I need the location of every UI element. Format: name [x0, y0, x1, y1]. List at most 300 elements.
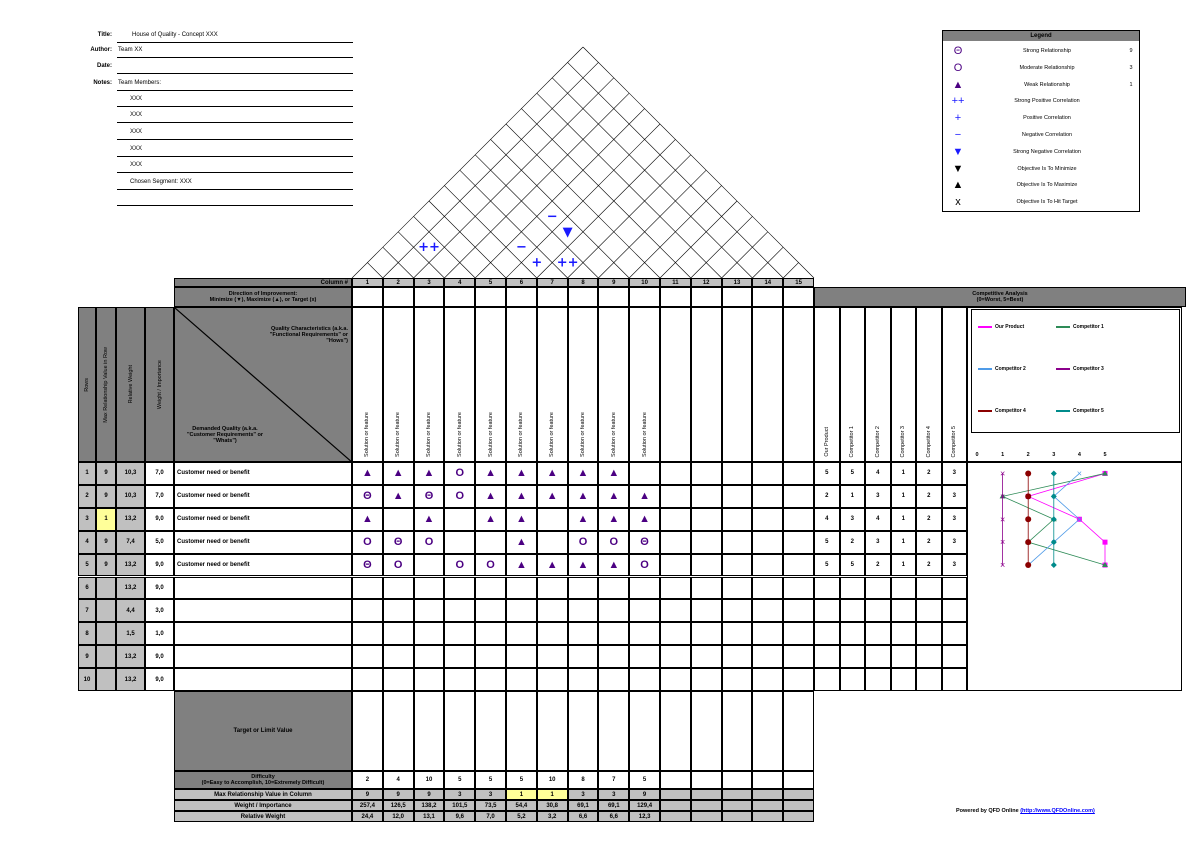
roof-correlation-mark[interactable]: +	[531, 255, 543, 271]
relationship-cell[interactable]	[352, 645, 383, 668]
competitor-score[interactable]: 2	[916, 485, 942, 508]
competitor-score[interactable]	[942, 645, 968, 668]
quality-characteristic[interactable]	[537, 307, 568, 462]
moderate-relationship-icon[interactable]: O	[568, 531, 599, 554]
weak-relationship-icon[interactable]: ▲	[383, 485, 414, 508]
relationship-cell[interactable]	[598, 668, 629, 691]
author-value[interactable]: Team XX	[118, 47, 143, 53]
relationship-cell[interactable]	[752, 645, 783, 668]
demanded-quality-item[interactable]: Customer need or benefit	[174, 531, 352, 554]
relationship-cell[interactable]	[752, 531, 783, 554]
relationship-cell[interactable]	[783, 462, 814, 485]
relationship-cell[interactable]	[783, 485, 814, 508]
member-5[interactable]: XXX	[130, 162, 143, 168]
weak-relationship-icon[interactable]: ▲	[475, 462, 506, 485]
notes-value[interactable]: Team Members:	[118, 80, 162, 86]
target-limit-cell[interactable]	[752, 691, 783, 771]
quality-characteristic[interactable]	[629, 307, 660, 462]
quality-characteristic[interactable]	[414, 307, 445, 462]
direction-cell[interactable]	[660, 287, 691, 307]
quality-characteristic[interactable]	[722, 307, 753, 462]
relationship-cell[interactable]	[691, 622, 722, 645]
competitor-score[interactable]	[916, 577, 942, 600]
relationship-cell[interactable]	[660, 622, 691, 645]
relationship-cell[interactable]	[629, 462, 660, 485]
target-limit-cell[interactable]	[691, 691, 722, 771]
row-weight[interactable]: 3,0	[145, 599, 174, 622]
target-limit-cell[interactable]	[568, 691, 599, 771]
demanded-quality-item[interactable]: Customer need or benefit	[174, 508, 352, 531]
relationship-cell[interactable]	[691, 645, 722, 668]
quality-characteristic[interactable]	[383, 307, 414, 462]
relationship-cell[interactable]	[691, 577, 722, 600]
relationship-cell[interactable]	[722, 622, 753, 645]
relationship-cell[interactable]	[444, 531, 475, 554]
weak-relationship-icon[interactable]: ▲	[537, 554, 568, 577]
quality-characteristic[interactable]	[444, 307, 475, 462]
competitor-score[interactable]: 3	[942, 554, 968, 577]
relationship-cell[interactable]	[475, 599, 506, 622]
competitor-score[interactable]: 3	[865, 485, 891, 508]
quality-characteristic[interactable]	[691, 307, 722, 462]
relationship-cell[interactable]	[414, 645, 445, 668]
target-limit-cell[interactable]	[660, 691, 691, 771]
relationship-cell[interactable]	[752, 668, 783, 691]
competitor-score[interactable]	[865, 599, 891, 622]
difficulty-cell[interactable]: 7	[598, 771, 629, 789]
relationship-cell[interactable]	[722, 577, 753, 600]
row-weight[interactable]: 7,0	[145, 462, 174, 485]
relationship-cell[interactable]	[629, 599, 660, 622]
difficulty-cell[interactable]	[660, 771, 691, 789]
feature-label[interactable]: Solution or feature	[425, 412, 432, 457]
relationship-cell[interactable]	[537, 599, 568, 622]
competitor-score[interactable]: 5	[814, 554, 840, 577]
direction-cell[interactable]	[352, 287, 383, 307]
competitor-score[interactable]	[840, 645, 866, 668]
competitor-score[interactable]	[865, 577, 891, 600]
relationship-cell[interactable]	[383, 577, 414, 600]
target-limit-cell[interactable]	[537, 691, 568, 771]
relationship-cell[interactable]	[414, 577, 445, 600]
competitor-score[interactable]: 3	[942, 462, 968, 485]
relationship-cell[interactable]	[352, 577, 383, 600]
difficulty-cell[interactable]: 10	[414, 771, 445, 789]
relationship-cell[interactable]	[506, 599, 537, 622]
relationship-cell[interactable]	[444, 622, 475, 645]
relationship-cell[interactable]	[691, 668, 722, 691]
relationship-cell[interactable]	[568, 599, 599, 622]
direction-cell[interactable]	[383, 287, 414, 307]
relationship-cell[interactable]	[722, 599, 753, 622]
demanded-quality-item[interactable]	[174, 645, 352, 668]
relationship-cell[interactable]	[537, 668, 568, 691]
relationship-cell[interactable]	[722, 462, 753, 485]
target-limit-cell[interactable]	[444, 691, 475, 771]
weak-relationship-icon[interactable]: ▲	[568, 508, 599, 531]
row-weight[interactable]: 9,0	[145, 668, 174, 691]
competitor-score[interactable]: 2	[840, 531, 866, 554]
relationship-cell[interactable]	[568, 645, 599, 668]
member-3[interactable]: XXX	[130, 129, 143, 135]
feature-label[interactable]: Solution or feature	[395, 412, 402, 457]
weak-relationship-icon[interactable]: ▲	[506, 508, 537, 531]
direction-cell[interactable]	[783, 287, 814, 307]
demanded-quality-item[interactable]	[174, 622, 352, 645]
competitor-score[interactable]	[891, 668, 917, 691]
competitor-score[interactable]: 3	[865, 531, 891, 554]
relationship-cell[interactable]	[783, 531, 814, 554]
weak-relationship-icon[interactable]: ▲	[598, 508, 629, 531]
roof-correlation-mark[interactable]: ++	[418, 240, 440, 256]
relationship-cell[interactable]	[691, 531, 722, 554]
relationship-cell[interactable]	[444, 508, 475, 531]
relationship-cell[interactable]	[722, 485, 753, 508]
relationship-cell[interactable]	[352, 622, 383, 645]
relationship-cell[interactable]	[383, 622, 414, 645]
relationship-cell[interactable]	[660, 531, 691, 554]
chosen-segment[interactable]: Chosen Segment: XXX	[130, 179, 192, 185]
direction-cell[interactable]	[506, 287, 537, 307]
target-limit-cell[interactable]	[475, 691, 506, 771]
relationship-cell[interactable]	[444, 599, 475, 622]
demanded-quality-item[interactable]: Customer need or benefit	[174, 485, 352, 508]
target-limit-cell[interactable]	[383, 691, 414, 771]
member-4[interactable]: XXX	[130, 146, 143, 152]
relationship-cell[interactable]	[537, 577, 568, 600]
relationship-cell[interactable]	[598, 577, 629, 600]
competitor-score[interactable]	[942, 577, 968, 600]
competitor-score[interactable]	[891, 622, 917, 645]
direction-cell[interactable]	[629, 287, 660, 307]
moderate-relationship-icon[interactable]: O	[444, 462, 475, 485]
weak-relationship-icon[interactable]: ▲	[352, 508, 383, 531]
competitor-score[interactable]	[916, 645, 942, 668]
competitor-score[interactable]	[891, 645, 917, 668]
competitor-score[interactable]	[865, 622, 891, 645]
weak-relationship-icon[interactable]: ▲	[568, 485, 599, 508]
feature-label[interactable]: Solution or feature	[610, 412, 617, 457]
weak-relationship-icon[interactable]: ▲	[598, 485, 629, 508]
weak-relationship-icon[interactable]: ▲	[506, 554, 537, 577]
direction-cell[interactable]	[752, 287, 783, 307]
quality-characteristic[interactable]	[752, 307, 783, 462]
strong-relationship-icon[interactable]: Θ	[352, 485, 383, 508]
competitor-score[interactable]: 4	[814, 508, 840, 531]
relationship-cell[interactable]	[783, 668, 814, 691]
competitor-score[interactable]: 3	[942, 485, 968, 508]
weak-relationship-icon[interactable]: ▲	[568, 462, 599, 485]
competitor-score[interactable]	[942, 668, 968, 691]
relationship-cell[interactable]	[475, 531, 506, 554]
competitor-score[interactable]: 2	[814, 485, 840, 508]
weak-relationship-icon[interactable]: ▲	[414, 462, 445, 485]
roof-correlation-mark[interactable]: −	[515, 240, 527, 256]
demanded-quality-item[interactable]	[174, 599, 352, 622]
member-2[interactable]: XXX	[130, 112, 143, 118]
relationship-cell[interactable]	[506, 668, 537, 691]
relationship-cell[interactable]	[691, 508, 722, 531]
moderate-relationship-icon[interactable]: O	[475, 554, 506, 577]
relationship-cell[interactable]	[752, 577, 783, 600]
moderate-relationship-icon[interactable]: O	[444, 554, 475, 577]
competitor-score[interactable]	[814, 599, 840, 622]
feature-label[interactable]: Solution or feature	[641, 412, 648, 457]
difficulty-cell[interactable]: 8	[568, 771, 599, 789]
direction-cell[interactable]	[475, 287, 506, 307]
competitor-score[interactable]: 1	[891, 554, 917, 577]
weak-relationship-icon[interactable]: ▲	[568, 554, 599, 577]
competitor-score[interactable]	[916, 599, 942, 622]
competitor-score[interactable]	[865, 645, 891, 668]
relationship-cell[interactable]	[722, 531, 753, 554]
competitor-score[interactable]: 3	[942, 531, 968, 554]
weak-relationship-icon[interactable]: ▲	[629, 485, 660, 508]
target-limit-cell[interactable]	[783, 691, 814, 771]
competitor-score[interactable]	[840, 668, 866, 691]
relationship-cell[interactable]	[444, 668, 475, 691]
direction-cell[interactable]	[568, 287, 599, 307]
weak-relationship-icon[interactable]: ▲	[506, 485, 537, 508]
strong-relationship-icon[interactable]: Θ	[352, 554, 383, 577]
competitor-score[interactable]: 2	[916, 508, 942, 531]
qfd-link[interactable]: (http://www.QFDOnline.com)	[1020, 808, 1095, 814]
relationship-cell[interactable]	[752, 599, 783, 622]
feature-label[interactable]: Solution or feature	[456, 412, 463, 457]
relationship-cell[interactable]	[383, 599, 414, 622]
moderate-relationship-icon[interactable]: O	[629, 554, 660, 577]
feature-label[interactable]: Solution or feature	[487, 412, 494, 457]
relationship-cell[interactable]	[475, 622, 506, 645]
demanded-quality-item[interactable]: Customer need or benefit	[174, 462, 352, 485]
relationship-cell[interactable]	[414, 622, 445, 645]
relationship-cell[interactable]	[537, 531, 568, 554]
competitor-score[interactable]	[891, 599, 917, 622]
moderate-relationship-icon[interactable]: O	[444, 485, 475, 508]
difficulty-cell[interactable]: 2	[352, 771, 383, 789]
relationship-cell[interactable]	[414, 554, 445, 577]
target-limit-cell[interactable]	[352, 691, 383, 771]
roof-correlation-mark[interactable]: ▼	[562, 224, 573, 240]
weak-relationship-icon[interactable]: ▲	[475, 508, 506, 531]
competitor-score[interactable]: 1	[891, 531, 917, 554]
relationship-cell[interactable]	[629, 645, 660, 668]
row-weight[interactable]: 9,0	[145, 577, 174, 600]
relationship-cell[interactable]	[752, 622, 783, 645]
direction-cell[interactable]	[444, 287, 475, 307]
strong-relationship-icon[interactable]: Θ	[383, 531, 414, 554]
relationship-cell[interactable]	[691, 599, 722, 622]
feature-label[interactable]: Solution or feature	[364, 412, 371, 457]
competitor-score[interactable]: 5	[840, 462, 866, 485]
competitor-score[interactable]	[942, 622, 968, 645]
competitor-score[interactable]: 1	[840, 485, 866, 508]
competitor-score[interactable]: 4	[865, 462, 891, 485]
relationship-cell[interactable]	[383, 645, 414, 668]
relationship-cell[interactable]	[537, 622, 568, 645]
relationship-cell[interactable]	[383, 668, 414, 691]
direction-cell[interactable]	[537, 287, 568, 307]
relationship-cell[interactable]	[444, 577, 475, 600]
direction-cell[interactable]	[598, 287, 629, 307]
relationship-cell[interactable]	[568, 577, 599, 600]
moderate-relationship-icon[interactable]: O	[383, 554, 414, 577]
strong-relationship-icon[interactable]: Θ	[414, 485, 445, 508]
competitor-score[interactable]: 5	[814, 462, 840, 485]
competitor-score[interactable]: 1	[891, 462, 917, 485]
relationship-cell[interactable]	[691, 554, 722, 577]
relationship-cell[interactable]	[660, 554, 691, 577]
competitor-score[interactable]	[840, 599, 866, 622]
relationship-cell[interactable]	[475, 668, 506, 691]
row-weight[interactable]: 5,0	[145, 531, 174, 554]
relationship-cell[interactable]	[783, 508, 814, 531]
moderate-relationship-icon[interactable]: O	[598, 531, 629, 554]
moderate-relationship-icon[interactable]: O	[352, 531, 383, 554]
relationship-cell[interactable]	[660, 508, 691, 531]
competitor-score[interactable]	[814, 622, 840, 645]
competitor-score[interactable]	[814, 645, 840, 668]
relationship-cell[interactable]	[537, 645, 568, 668]
demanded-quality-item[interactable]	[174, 577, 352, 600]
relationship-cell[interactable]	[444, 645, 475, 668]
competitor-score[interactable]: 4	[865, 508, 891, 531]
relationship-cell[interactable]	[352, 668, 383, 691]
relationship-cell[interactable]	[414, 599, 445, 622]
competitor-score[interactable]: 2	[865, 554, 891, 577]
relationship-cell[interactable]	[752, 554, 783, 577]
relationship-cell[interactable]	[660, 668, 691, 691]
quality-characteristic[interactable]	[352, 307, 383, 462]
relationship-cell[interactable]	[691, 485, 722, 508]
competitor-score[interactable]	[865, 668, 891, 691]
feature-label[interactable]: Solution or feature	[579, 412, 586, 457]
relationship-cell[interactable]	[537, 508, 568, 531]
relationship-cell[interactable]	[660, 485, 691, 508]
relationship-cell[interactable]	[383, 508, 414, 531]
competitor-score[interactable]: 3	[840, 508, 866, 531]
relationship-cell[interactable]	[752, 485, 783, 508]
quality-characteristic[interactable]	[783, 307, 814, 462]
relationship-cell[interactable]	[660, 462, 691, 485]
roof-correlation-mark[interactable]: ++	[556, 255, 579, 271]
relationship-cell[interactable]	[506, 577, 537, 600]
competitor-score[interactable]	[814, 668, 840, 691]
relationship-cell[interactable]	[752, 508, 783, 531]
difficulty-cell[interactable]	[783, 771, 814, 789]
relationship-cell[interactable]	[598, 622, 629, 645]
relationship-cell[interactable]	[691, 462, 722, 485]
demanded-quality-item[interactable]: Customer need or benefit	[174, 554, 352, 577]
direction-cell[interactable]	[722, 287, 753, 307]
relationship-cell[interactable]	[568, 668, 599, 691]
relationship-cell[interactable]	[752, 462, 783, 485]
relationship-cell[interactable]	[352, 599, 383, 622]
row-weight[interactable]: 9,0	[145, 508, 174, 531]
competitor-score[interactable]	[916, 668, 942, 691]
relationship-cell[interactable]	[629, 668, 660, 691]
relationship-cell[interactable]	[722, 645, 753, 668]
competitor-score[interactable]	[840, 622, 866, 645]
relationship-cell[interactable]	[629, 577, 660, 600]
competitor-score[interactable]	[916, 622, 942, 645]
direction-cell[interactable]	[414, 287, 445, 307]
difficulty-cell[interactable]	[752, 771, 783, 789]
quality-characteristic[interactable]	[475, 307, 506, 462]
weak-relationship-icon[interactable]: ▲	[629, 508, 660, 531]
competitor-score[interactable]: 1	[891, 508, 917, 531]
quality-characteristic[interactable]	[598, 307, 629, 462]
demanded-quality-item[interactable]	[174, 668, 352, 691]
feature-label[interactable]: Solution or feature	[518, 412, 525, 457]
competitor-score[interactable]: 5	[840, 554, 866, 577]
relationship-cell[interactable]	[475, 577, 506, 600]
competitor-score[interactable]	[840, 577, 866, 600]
relationship-cell[interactable]	[783, 599, 814, 622]
relationship-cell[interactable]	[722, 508, 753, 531]
competitor-score[interactable]: 1	[891, 485, 917, 508]
strong-relationship-icon[interactable]: Θ	[629, 531, 660, 554]
target-limit-cell[interactable]	[722, 691, 753, 771]
difficulty-cell[interactable]: 4	[383, 771, 414, 789]
weak-relationship-icon[interactable]: ▲	[414, 508, 445, 531]
relationship-cell[interactable]	[506, 645, 537, 668]
row-weight[interactable]: 9,0	[145, 645, 174, 668]
competitor-score[interactable]	[891, 577, 917, 600]
competitor-score[interactable]: 2	[916, 531, 942, 554]
quality-characteristic[interactable]	[660, 307, 691, 462]
competitor-score[interactable]	[942, 599, 968, 622]
difficulty-cell[interactable]	[691, 771, 722, 789]
difficulty-cell[interactable]: 5	[444, 771, 475, 789]
difficulty-cell[interactable]: 5	[506, 771, 537, 789]
relationship-cell[interactable]	[660, 599, 691, 622]
relationship-cell[interactable]	[598, 599, 629, 622]
quality-characteristic[interactable]	[568, 307, 599, 462]
row-weight[interactable]: 1,0	[145, 622, 174, 645]
relationship-cell[interactable]	[568, 622, 599, 645]
relationship-cell[interactable]	[783, 622, 814, 645]
direction-cell[interactable]	[691, 287, 722, 307]
weak-relationship-icon[interactable]: ▲	[383, 462, 414, 485]
weak-relationship-icon[interactable]: ▲	[598, 462, 629, 485]
relationship-cell[interactable]	[598, 645, 629, 668]
target-limit-cell[interactable]	[598, 691, 629, 771]
feature-label[interactable]: Solution or feature	[549, 412, 556, 457]
relationship-cell[interactable]	[722, 554, 753, 577]
weak-relationship-icon[interactable]: ▲	[537, 485, 568, 508]
relationship-cell[interactable]	[506, 622, 537, 645]
relationship-cell[interactable]	[475, 645, 506, 668]
member-1[interactable]: XXX	[130, 96, 143, 102]
competitor-score[interactable]: 2	[916, 462, 942, 485]
relationship-cell[interactable]	[783, 577, 814, 600]
relationship-cell[interactable]	[660, 577, 691, 600]
competitor-score[interactable]: 3	[942, 508, 968, 531]
difficulty-cell[interactable]	[722, 771, 753, 789]
target-limit-cell[interactable]	[506, 691, 537, 771]
weak-relationship-icon[interactable]: ▲	[475, 485, 506, 508]
competitor-score[interactable]: 2	[916, 554, 942, 577]
title-value[interactable]: House of Quality - Concept XXX	[132, 32, 218, 38]
row-weight[interactable]: 7,0	[145, 485, 174, 508]
weak-relationship-icon[interactable]: ▲	[537, 462, 568, 485]
weak-relationship-icon[interactable]: ▲	[598, 554, 629, 577]
quality-characteristic[interactable]	[506, 307, 537, 462]
row-weight[interactable]: 9,0	[145, 554, 174, 577]
target-limit-cell[interactable]	[629, 691, 660, 771]
weak-relationship-icon[interactable]: ▲	[506, 531, 537, 554]
